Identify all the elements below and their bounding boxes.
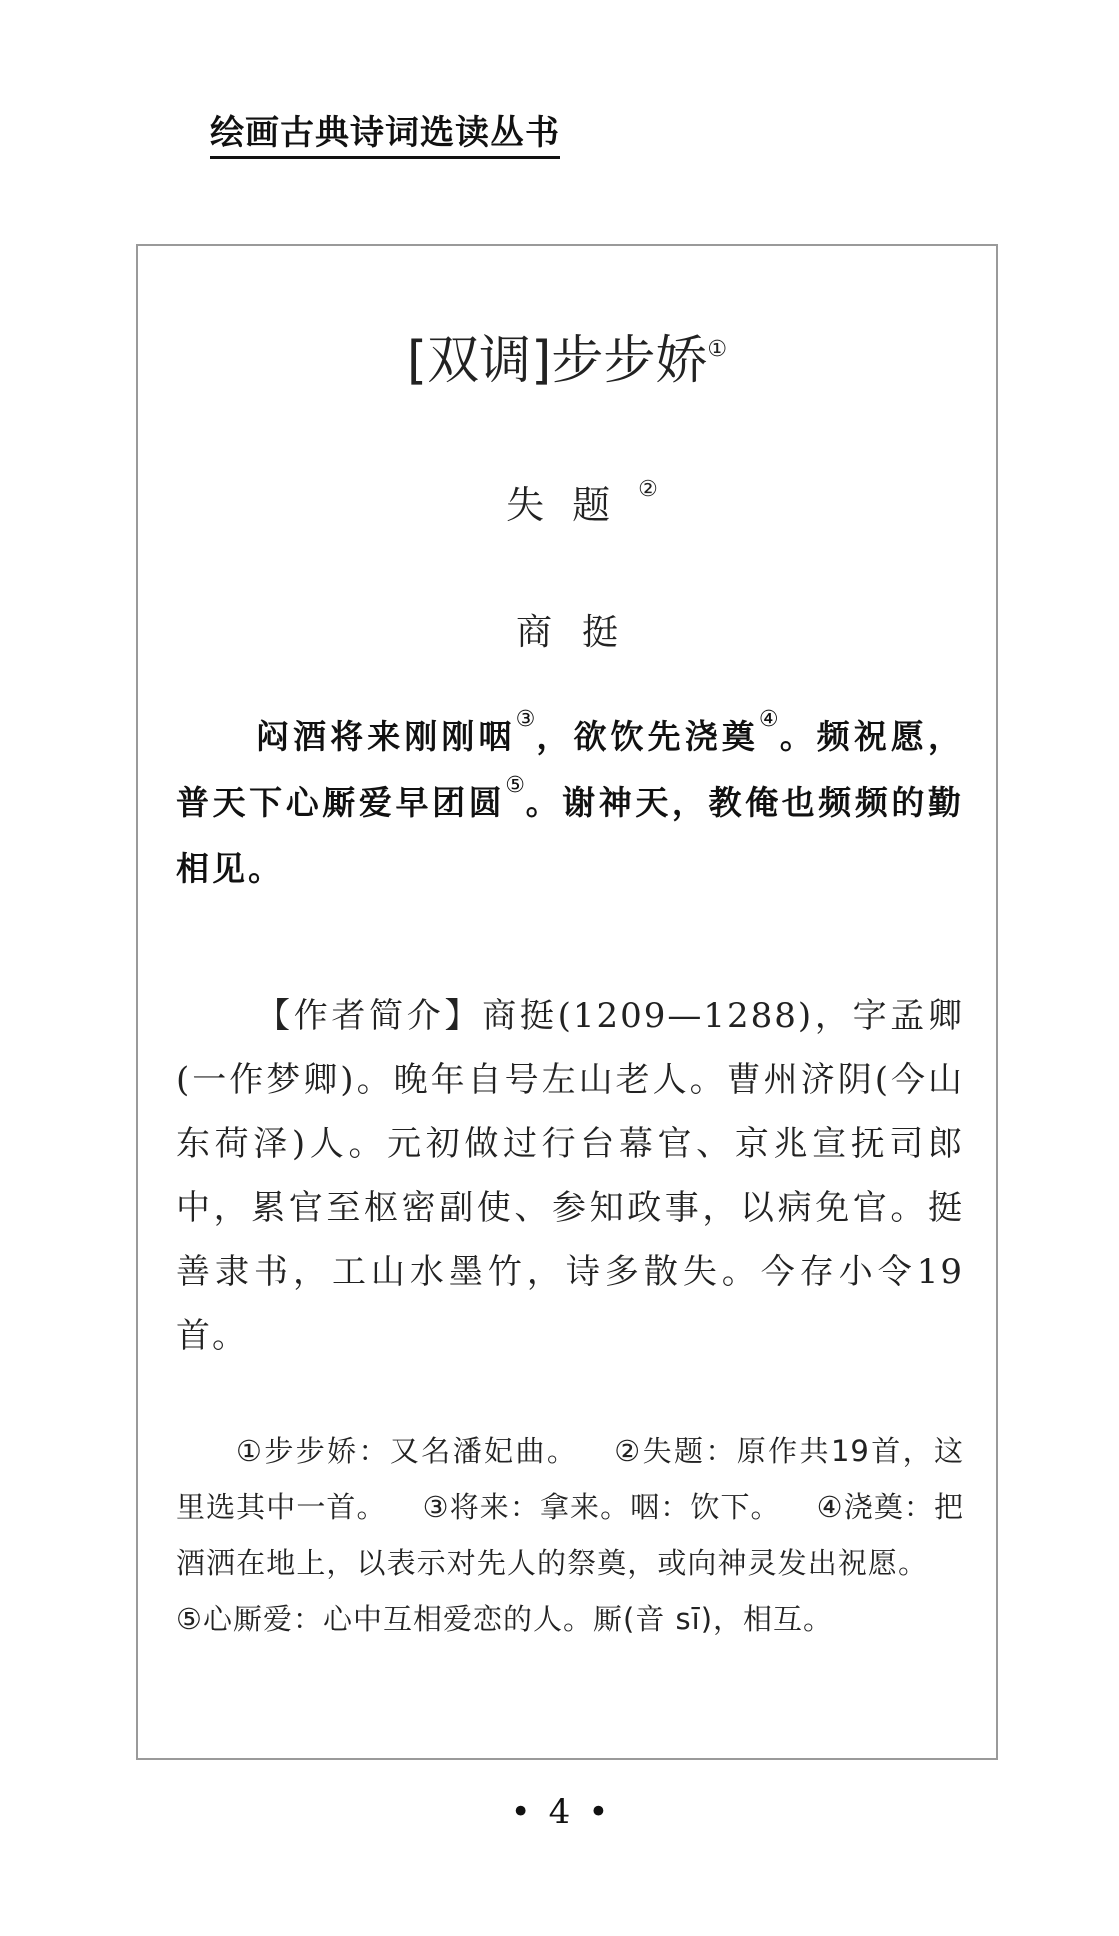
piece-subtitle	[138, 477, 996, 530]
poem-footnote-marker: ③	[515, 707, 537, 732]
page-number-dot: •	[588, 1792, 609, 1832]
piece-title-text: [双调]步步娇	[406, 331, 708, 391]
author-bio	[176, 984, 964, 1368]
poem-segment: 。谢神天，教俺也频频的勤相见。	[176, 783, 965, 888]
author-name: 商挺	[515, 612, 648, 653]
page-number	[0, 1790, 1119, 1834]
footnote: ⑤心厮爱：心中互相爱恋的人。厮(音 sī)，相互。	[176, 1602, 834, 1636]
piece-subtitle-text: 失题	[506, 483, 639, 527]
footnote: ①步步娇：又名潘妃曲。	[236, 1434, 579, 1468]
footnotes	[176, 1423, 964, 1647]
poem-text	[176, 704, 964, 902]
footnote: ②失题：原作共19首，这里选其中一首。	[176, 1434, 965, 1524]
poem-segment: ，欲饮先浇奠	[536, 717, 759, 756]
page-number-dot: •	[510, 1792, 531, 1832]
poem-segment: 闷酒将来刚刚咽	[256, 717, 516, 756]
bio-label: 【作者简介】	[256, 996, 483, 1036]
series-title: 绘画古典诗词选读丛书	[210, 112, 560, 159]
piece-title	[138, 326, 996, 396]
poem-footnote-marker: ④	[758, 707, 780, 732]
bio-text: 商挺(1209—1288)，字孟卿(一作梦卿)。晚年自号左山老人。曹州济阴(今山东荷泽)人。元初做过行台幕官、京兆宣抚司郎中，累官至枢密副使、参知政事，以病免官。挺善隶书，工山水墨竹，诗多散失。今存小令19首。	[176, 996, 964, 1356]
footnote: ③将来：拿来。咽：饮下。	[422, 1490, 781, 1524]
content-frame	[136, 244, 998, 1760]
footnote: ④浇奠：把酒洒在地上，以表示对先人的祭奠，或向神灵发出祝愿。	[176, 1490, 964, 1580]
title-footnote-marker: ①	[707, 337, 728, 362]
page-number-value: 4	[548, 1792, 571, 1832]
poem-footnote-marker: ⑤	[505, 773, 526, 798]
subtitle-footnote-marker: ②	[638, 477, 658, 502]
poem-segment: 。频祝愿，普天下心厮爱早团圆	[176, 717, 965, 822]
